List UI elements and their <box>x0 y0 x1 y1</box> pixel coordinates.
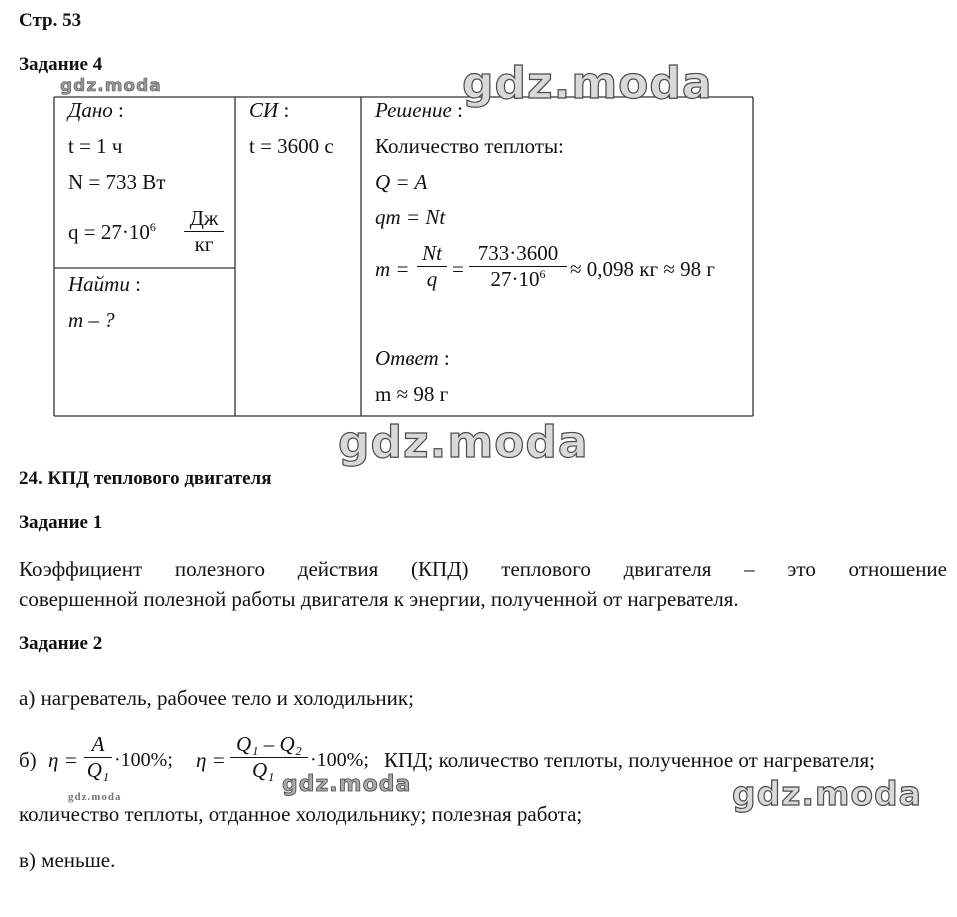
fraction-numerator: 733·3600 <box>469 241 567 267</box>
fraction-denominator: $27\cdot 10^6$ <box>490 267 546 291</box>
section-title: 24. КПД теплового двигателя <box>19 468 272 489</box>
task2-b-text: КПД; количество теплоты, полученное от нагревателя; <box>384 748 875 772</box>
fraction-denominator: Q₁ <box>252 758 275 782</box>
efficiency-fraction-1 <box>84 732 112 783</box>
find-label: Найти : <box>68 272 141 296</box>
fraction-denominator: q <box>426 267 438 291</box>
efficiency-symbol-2: η = <box>196 748 226 772</box>
equation-qm-nt: qm = Nt <box>375 205 446 229</box>
equals-sign: = <box>452 257 464 281</box>
answer-label: Ответ : <box>375 346 450 370</box>
given-heat-unit-fraction <box>184 206 224 257</box>
fraction-numerator: Nt <box>417 241 447 267</box>
given-power: N = 733 Вт <box>68 170 166 194</box>
watermark-medium: gdz.moda <box>282 772 412 797</box>
efficiency-symbol: η = <box>48 748 78 772</box>
unit-denominator: кг <box>194 232 214 256</box>
fraction-numerator: Q₁ – Q₂ <box>230 732 308 758</box>
task1-text-line2: совершенной полезной работы двигателя к энергии, полученной от нагревателя. <box>19 587 739 611</box>
task2-answer-a: а) нагреватель, рабочее тело и холодильник; <box>19 686 414 710</box>
find-value: m – ? <box>68 308 115 332</box>
task2-title: Задание 2 <box>19 633 103 654</box>
task2-b-label: б) <box>19 748 37 772</box>
mass-formula-prefix: m = <box>375 257 410 281</box>
si-time: t = 3600 с <box>249 134 334 158</box>
mass-fraction-numeric <box>469 241 567 292</box>
page-reference: Стр. 53 <box>19 10 82 31</box>
fraction-numerator: A <box>84 732 112 758</box>
given-heat-value: $q = 27\cdot 10^6$ <box>68 220 156 244</box>
percent-multiplier-2: ·100%; <box>310 749 369 771</box>
watermark-large: gdz.moda <box>338 417 589 468</box>
watermark-large: gdz.moda <box>462 58 713 109</box>
answer-value: m ≈ 98 г <box>375 382 449 406</box>
si-label: СИ : <box>249 98 290 122</box>
solution-label: Решение : <box>375 98 463 122</box>
equation-heat-work: Q = A <box>375 170 428 194</box>
fraction-denominator: Q₁ <box>86 758 110 782</box>
percent-multiplier-1: ·100%; <box>114 749 173 771</box>
watermark-small: gdz.moda <box>60 76 162 96</box>
solution-intro: Количество теплоты: <box>375 134 564 158</box>
mass-fraction-symbolic <box>417 241 447 292</box>
task2-b-text-line2: количество теплоты, отданное холодильнику; полезная работа; <box>19 802 583 826</box>
given-label: Дано : <box>68 98 124 122</box>
unit-numerator: Дж <box>184 206 224 232</box>
watermark-large: gdz.moda <box>732 774 922 813</box>
task1-title: Задание 1 <box>19 512 103 533</box>
mass-result: ≈ 0,098 кг ≈ 98 г <box>570 257 715 281</box>
task2-answer-c: в) меньше. <box>19 848 116 872</box>
task4-title: Задание 4 <box>19 54 103 75</box>
given-time: t = 1 ч <box>68 134 123 158</box>
watermark-tiny: gdz.moda <box>68 791 122 803</box>
task1-text-line1: Коэффициент полезного действия (КПД) теплового двигателя – это отношение <box>19 557 947 581</box>
